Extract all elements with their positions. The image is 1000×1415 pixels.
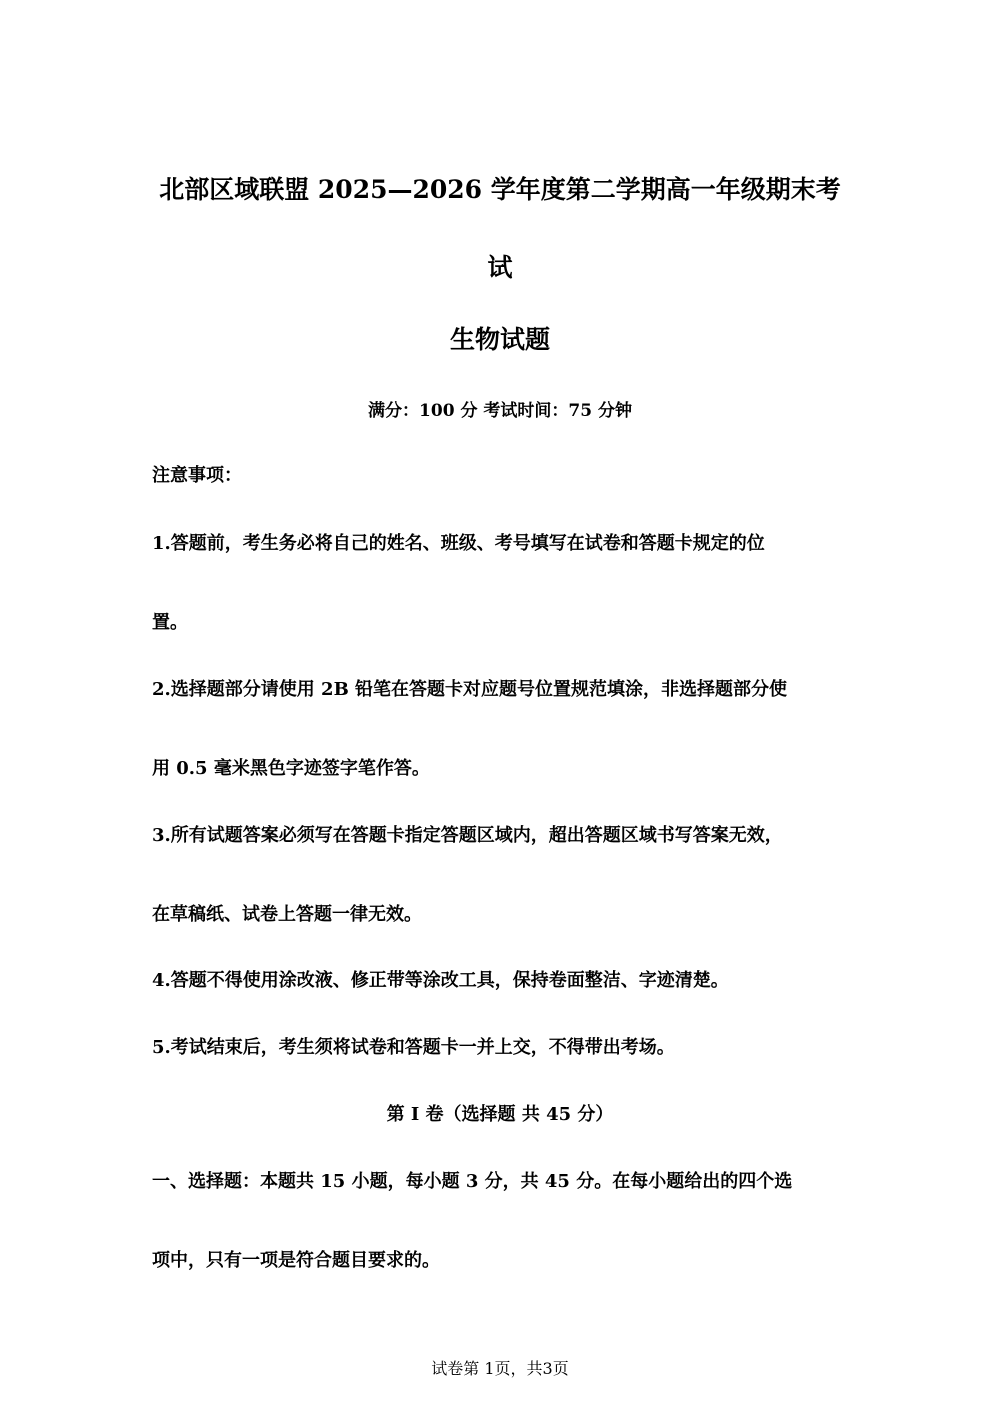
page-title: 北部区域联盟 2025—2026 学年度第二学期高一年级期末考	[159, 175, 841, 204]
part-heading-continued: 项中，只有一项是符合题目要求的。	[152, 1250, 440, 1271]
part-heading: 一、选择题：本题共 15 小题，每小题 3 分，共 45 分。在每小题给出的四个选	[152, 1171, 793, 1192]
notice-item-2-continued: 用 0.5 毫米黑色字迹签字笔作答。	[152, 758, 430, 779]
notice-item-2: 2.选择题部分请使用 2B 铅笔在答题卡对应题号位置规范填涂，非选择题部分使	[152, 679, 788, 700]
notice-item-5: 5.考试结束后，考生须将试卷和答题卡一并上交，不得带出考场。	[152, 1037, 675, 1058]
exam-meta: 满分：100 分 考试时间：75 分钟	[368, 401, 632, 421]
page-title-continued: 试	[487, 253, 513, 282]
notice-item-4: 4.答题不得使用涂改液、修正带等涂改工具，保持卷面整洁、字迹清楚。	[152, 970, 729, 991]
notice-item-3-continued: 在草稿纸、试卷上答题一律无效。	[152, 904, 422, 925]
section-heading: 第 I 卷（选择题 共 45 分）	[386, 1104, 614, 1125]
notice-item-3: 3.所有试题答案必须写在答题卡指定答题区域内，超出答题区域书写答案无效，	[152, 825, 783, 846]
notice-item-1-continued: 置。	[152, 612, 188, 633]
page-footer: 试卷第 1页，共3页	[431, 1359, 569, 1378]
notice-heading: 注意事项：	[152, 465, 242, 486]
notice-item-1: 1.答题前，考生务必将自己的姓名、班级、考号填写在试卷和答题卡规定的位	[152, 533, 765, 554]
subject-title: 生物试题	[449, 325, 550, 354]
